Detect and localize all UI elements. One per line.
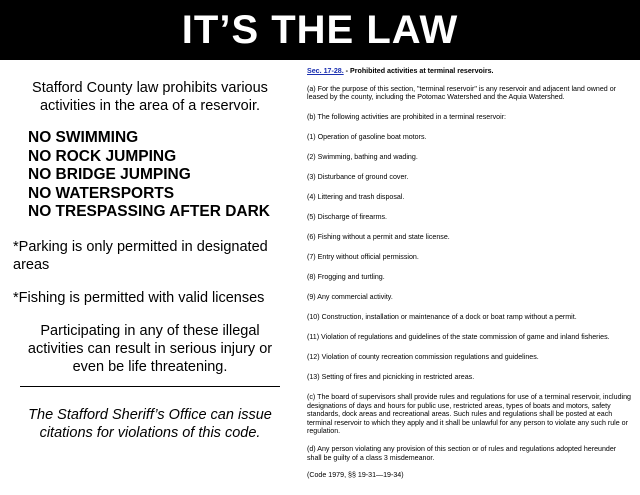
code-item-11: (11) Violation of regulations and guidelines of the state commission of game and inland fisheries.	[307, 333, 610, 341]
rule-no-trespassing: NO TRESPASSING AFTER DARK	[28, 203, 270, 220]
divider-line	[20, 386, 280, 387]
code-item-13: (13) Setting of fires and picnicking in restricted areas.	[307, 372, 475, 381]
code-item-4: (4) Littering and trash disposal.	[307, 193, 405, 202]
paragraph-b: (b) The following activities are prohibited in a terminal reservoir:	[307, 113, 506, 122]
code-item-1: (1) Operation of gasoline boat motors.	[307, 133, 427, 142]
code-excerpt	[307, 67, 632, 491]
paragraph-a: (a) For the purpose of this section, "terminal reservoir" is any reservoir and adjacent land owned or leased by the county, including the Potomac Watershed and the Aquia Watershed.	[307, 84, 617, 102]
intro-text: Stafford County law prohibits various activities in the area of a reservoir.	[32, 80, 268, 114]
code-item-5: (5) Discharge of firearms.	[307, 213, 388, 222]
rule-no-bridge-jumping: NO BRIDGE JUMPING	[28, 166, 191, 183]
summary-panel	[0, 60, 300, 495]
warning-text: Participating in any of these illegal activities can result in serious injury or even be life threatening.	[27, 323, 273, 375]
page-title: IT’S THE LAW	[181, 8, 459, 52]
code-item-8: (8) Frogging and turtling.	[307, 273, 385, 282]
paragraph-d: (d) Any person violating any provision of this section or of rules and regulations adopted hereunder shall be guilty of a class 3 misdemeanor.	[307, 444, 617, 462]
code-item-7: (7) Entry without official permission.	[307, 253, 419, 262]
fishing-note: *Fishing is permitted with valid licenses	[13, 290, 265, 306]
paragraph-c: (c) The board of supervisors shall provide rules and regulations for use of a terminal reservoir, including designations of days and hours for public use, restricted areas, types of boats and motors, safety standards, dock areas and recreational areas. Such rules and regulations shall be posted at each terminal reservoir to which they apply and it shall be unlawful for any person to violate any such rule or regulation.	[307, 392, 631, 436]
code-item-9: (9) Any commercial activity.	[307, 293, 393, 302]
code-item-6: (6) Fishing without a permit and state license.	[307, 233, 450, 242]
section-title: - Prohibited activities at terminal reservoirs.	[343, 67, 494, 75]
code-citation: (Code 1979, §§ 19-31—19-34)	[307, 471, 404, 480]
prohibited-list	[28, 129, 298, 222]
code-item-2: (2) Swimming, bathing and wading.	[307, 153, 418, 162]
section-link[interactable]: Sec. 17-28.	[307, 67, 344, 75]
rule-no-rock-jumping: NO ROCK JUMPING	[28, 147, 177, 165]
code-item-12: (12) Violation of county recreation commission regulations and guidelines.	[307, 352, 539, 361]
sheriff-note: The Stafford Sheriff’s Office can issue citations for violations of this code.	[28, 407, 272, 441]
code-item-3: (3) Disturbance of ground cover.	[307, 173, 409, 182]
rule-no-swimming: NO SWIMMING	[28, 129, 139, 146]
rule-no-watersports: NO WATERSPORTS	[28, 184, 175, 202]
title-banner	[0, 0, 640, 60]
code-item-10: (10) Construction, installation or maintenance of a dock or boat ramp without a permit.	[307, 313, 577, 322]
parking-note: *Parking is only permitted in designated areas	[13, 239, 268, 273]
section-heading	[307, 67, 632, 76]
